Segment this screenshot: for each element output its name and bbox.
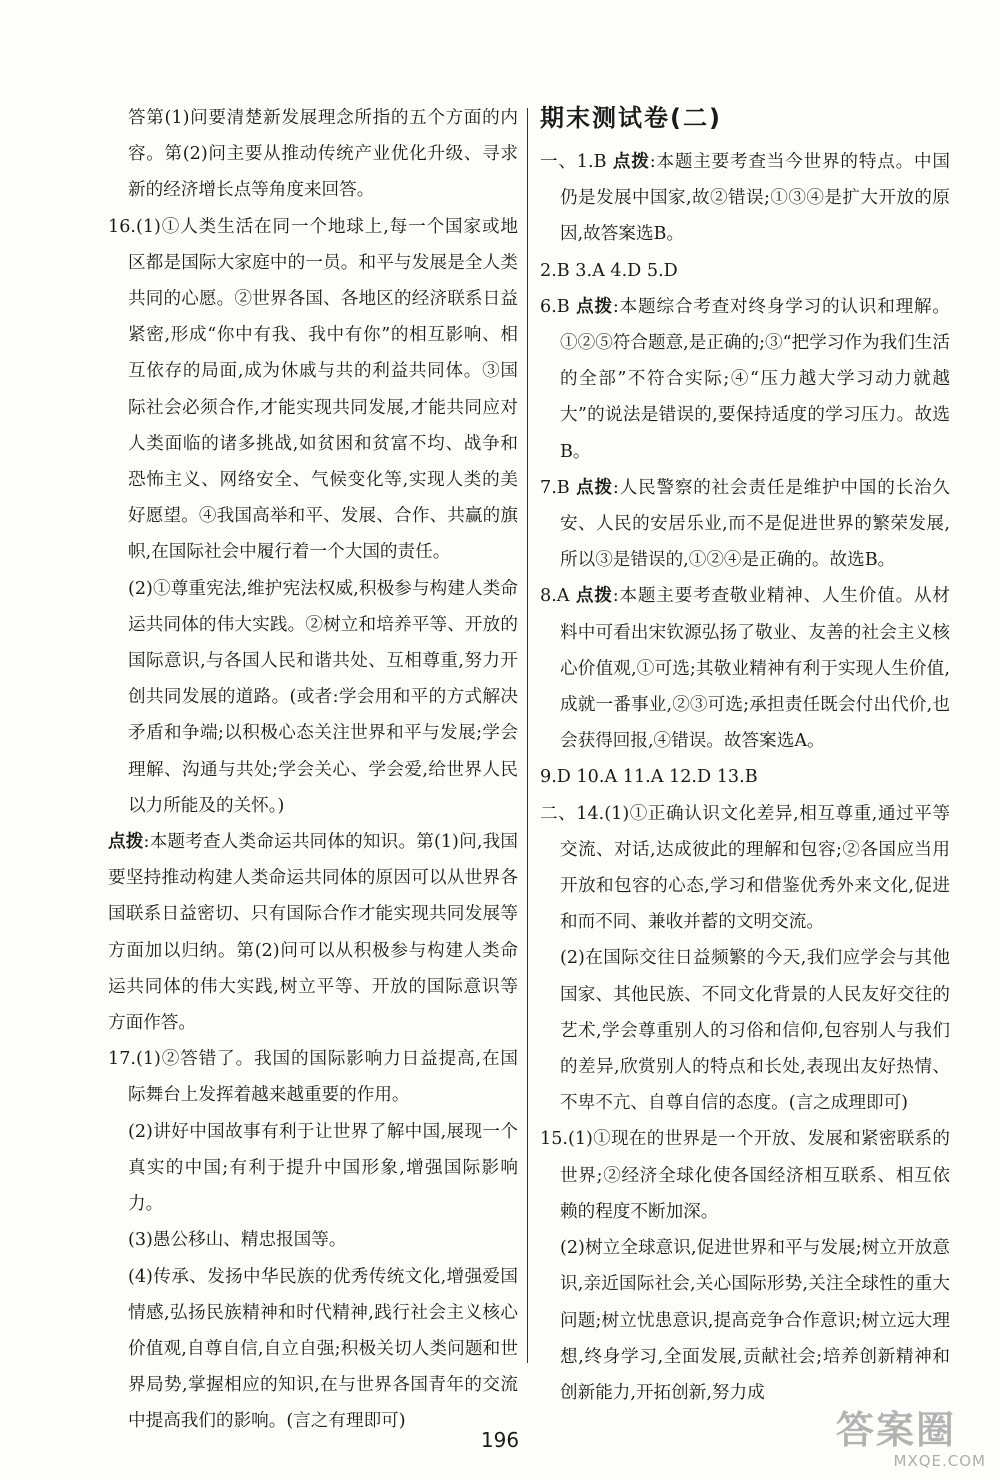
paragraph: 点拨:本题考查人类命运共同体的知识。第(1)问,我国要坚持推动构建人类命运共同体的原因可以从世界各国联系日益密切、只有国际合作才能实现共同发展等方面加以归纳。第(2)问可以从积极参与构建人类命运共同体的伟大实践,树立平等、开放的国际意识等方面作答。 — [108, 831, 518, 1034]
watermark-logo — [836, 1408, 986, 1472]
paragraph: (2)①尊重宪法,维护宪法权威,积极参与构建人类命运共同体的伟大实践。②树立和培养平等、开放的国际意识,与各国人民和谐共处、互相尊重,努力开创共同发展的道路。(或者:学会用和平的方式解决矛盾和争端;以积极心态关注世界和平与发展;学会理解、沟通与共处;学会关心、学会爱,给世界人民以力所能及的关怀。) — [128, 578, 518, 816]
right-column — [540, 100, 950, 1411]
watermark-url: MXQE.COM — [893, 1452, 986, 1470]
watermark-text: 答案圈 — [836, 1408, 957, 1452]
paragraph: (4)传承、发扬中华民族的优秀传统文化,增强爱国情感,弘扬民族精神和时代精神,践行社会主义核心价值观,自尊自信,自立自强;积极关切人类问题和世界局势,掌握相应的知识,在与世界各国青年的交流中提高我们的影响。(言之有理即可) — [128, 1266, 518, 1432]
paragraph: 7.B 点拨:人民警察的社会责任是维护中国的长治久安、人民的安居乐业,而不是促进世界的繁荣发展,所以③是错误的,①②④是正确的。故选B。 — [540, 476, 950, 571]
paragraph: (2)讲好中国故事有利于让世界了解中国,展现一个真实的中国;有利于提升中国形象,增强国际影响力。 — [128, 1121, 518, 1215]
paragraph: 9.D 10.A 11.A 12.D 13.B — [540, 767, 758, 788]
paragraph: 15.(1)①现在的世界是一个开放、发展和紧密联系的世界;②经济全球化使各国经济相互联系、相互依赖的程度不断加深。 — [540, 1129, 950, 1222]
paragraph: 2.B 3.A 4.D 5.D — [540, 260, 678, 281]
paragraph: 6.B 点拨:本题综合考查对终身学习的认识和理解。①②⑤符合题意,是正确的;③“把学习作为我们生活的全部”不符合实际;④“压力越大学习动力就越大”的说法是错误的,要保持适度的学习压力。故选B。 — [540, 295, 950, 462]
paragraph: 8.A 点拨:本题主要考查敬业精神、人生价值。从材料中可看出宋钦源弘扬了敬业、友善的社会主义核心价值观,①可选;其敬业精神有利于实现人生价值,成就一番事业,②③可选;承担责任既会付出代价,也会获得回报,④错误。故答案选A。 — [540, 585, 950, 752]
paragraph: (2)树立全球意识,促进世界和平与发展;树立开放意识,亲近国际社会,关心国际形势,关注全球性的重大问题;树立忧患意识,提高竞争合作意识;树立远大理想,终身学习,全面发展,贡献社会;培养创新精神和创新能力,开拓创新,努力成 — [560, 1238, 950, 1403]
paragraph: 二、14.(1)①正确认识文化差异,相互尊重,通过平等交流、对话,达成彼此的理解和包容;②各国应当用开放和包容的心态,学习和借鉴优秀外来文化,促进和而不同、兼收并蓄的文明交流。 — [540, 803, 950, 933]
paragraph: 17.(1)②答错了。我国的国际影响力日益提高,在国际舞台上发挥着越来越重要的作用。 — [108, 1049, 518, 1106]
paragraph: 16.(1)①人类生活在同一个地球上,每一个国家或地区都是国际大家庭中的一员。和平与发展是全人类共同的心愿。②世界各国、各地区的经济联系日益紧密,形成“你中有我、我中有你”的相互影响、相互依存的局面,成为休戚与共的利益共同体。③国际社会必须合作,才能实现共同发展,才能共同应对人类面临的诸多挑战,如贫困和贫富不均、战争和恐怖主义、网络安全、气候变化等,实现人类的美好愿望。④我国高举和平、发展、合作、共赢的旗帜,在国际社会中履行着一个大国的责任。 — [108, 216, 518, 563]
paragraph: 一、1.B 点拨:本题主要考查当今世界的特点。中国仍是发展中国家,故②错误;①③④是扩大开放的原因,故答案选B。 — [540, 151, 950, 245]
column-divider — [527, 108, 528, 1363]
page-number: 196 — [480, 1428, 520, 1452]
section-title: 期末测试卷(二) — [540, 104, 722, 132]
left-column — [108, 100, 518, 1440]
paragraph: (3)愚公移山、精忠报国等。 — [128, 1230, 347, 1251]
paragraph: 答第(1)问要清楚新发展理念所指的五个方面的内容。第(2)问主要从推动传统产业优化升级、寻求新的经济增长点等角度来回答。 — [128, 108, 518, 201]
paragraph: (2)在国际交往日益频繁的今天,我们应学会与其他国家、其他民族、不同文化背景的人民友好交往的艺术,学会尊重别人的习俗和信仰,包容别人与我们的差异,欣赏别人的特点和长处,表现出友好热情、不卑不亢、自尊自信的态度。(言之成理即可) — [560, 948, 950, 1114]
